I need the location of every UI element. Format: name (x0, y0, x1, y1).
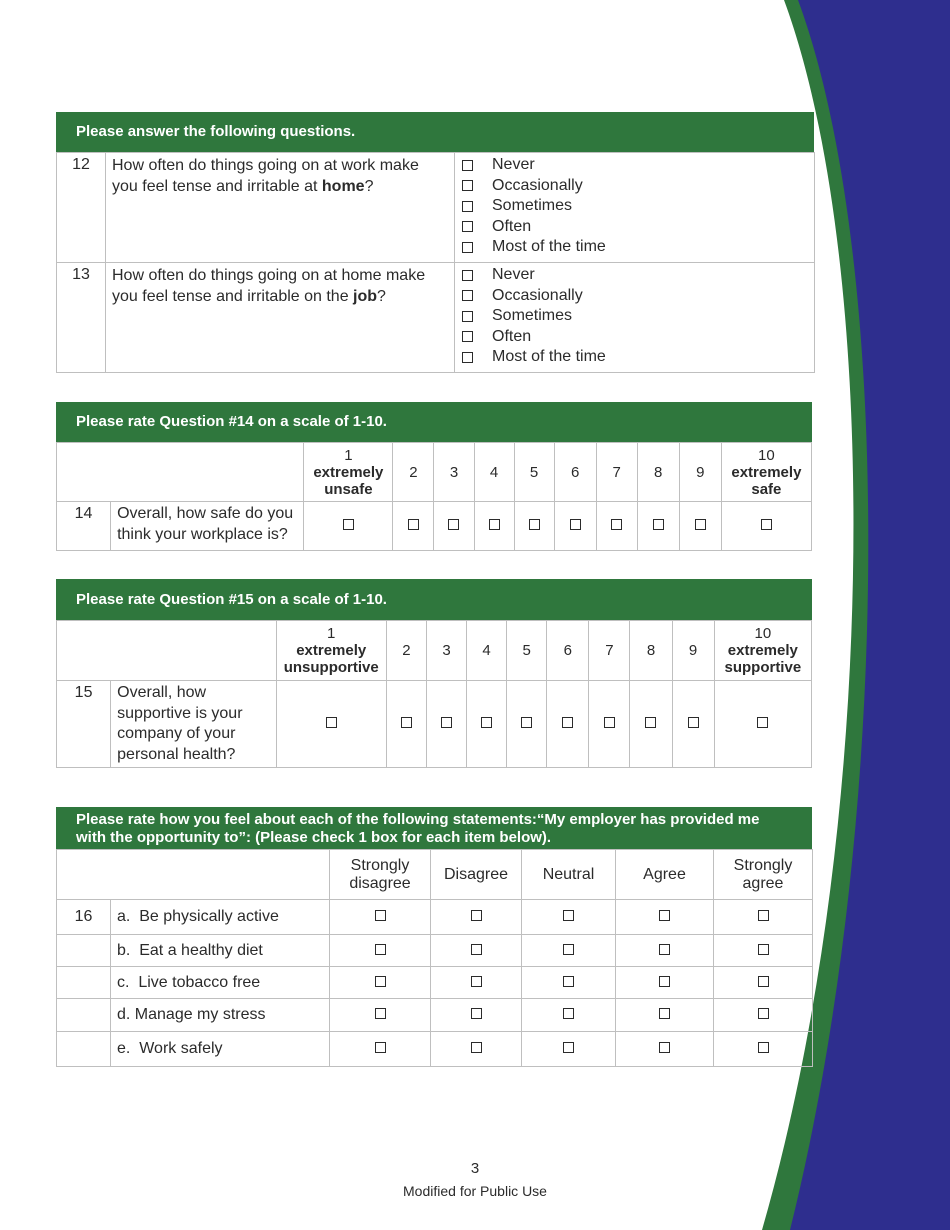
agreement-cell (431, 967, 522, 999)
agreement-checkbox[interactable] (563, 1042, 574, 1053)
footer-note: Modified for Public Use (403, 1183, 547, 1199)
option-label: Most of the time (492, 348, 606, 366)
option-label: Never (492, 266, 535, 284)
option-label: Often (492, 217, 532, 235)
rating-cell (276, 681, 386, 768)
answer-option[interactable] (462, 155, 808, 176)
agreement-header-row (57, 850, 813, 900)
agreement-checkbox[interactable] (659, 976, 670, 987)
statement-row (57, 1032, 813, 1067)
agreement-checkbox[interactable] (375, 976, 386, 987)
agreement-cell (431, 1032, 522, 1067)
agreement-cell (616, 900, 714, 935)
statement-text: c. Live tobacco free (111, 967, 330, 999)
question-number: 12 (57, 153, 106, 263)
agreement-cell (714, 999, 813, 1032)
blank-header-cell (57, 850, 330, 900)
rating-cell (426, 681, 466, 768)
section-q15 (56, 579, 812, 768)
agreement-cell (616, 999, 714, 1032)
rating-checkbox[interactable] (529, 519, 540, 530)
page-number: 3 (470, 1160, 480, 1177)
blank-header-cell (57, 621, 277, 681)
question-text: Overall, how safe do you think your workplace is? (111, 502, 304, 551)
statement-row (57, 967, 813, 999)
question-number: 14 (57, 502, 111, 551)
option-label: Sometimes (492, 307, 573, 325)
option-checkbox[interactable] (462, 242, 473, 253)
option-checkbox[interactable] (462, 221, 473, 232)
rating-cell (589, 681, 630, 768)
statement-text: a. Be physically active (111, 900, 330, 935)
scale-number: 5 (514, 443, 554, 502)
option-checkbox[interactable] (462, 331, 473, 342)
scale-number: 2 (386, 621, 426, 681)
question-row (57, 153, 815, 263)
rating-checkbox[interactable] (757, 717, 768, 728)
option-checkbox[interactable] (462, 160, 473, 171)
rating-checkbox[interactable] (448, 519, 459, 530)
option-checkbox[interactable] (462, 201, 473, 212)
agreement-checkbox[interactable] (758, 944, 769, 955)
answer-option[interactable] (462, 176, 808, 197)
rating-cell (714, 681, 811, 768)
option-label: Never (492, 156, 535, 174)
scale-max-number: 10 (754, 625, 772, 642)
agreement-cell (714, 967, 813, 999)
rating-checkbox[interactable] (604, 717, 615, 728)
statement-row (57, 900, 813, 935)
rating-cell (596, 502, 637, 551)
scale-number: 9 (679, 443, 721, 502)
agreement-checkbox[interactable] (471, 976, 482, 987)
agreement-cell (616, 1032, 714, 1067)
agreement-cell (522, 999, 616, 1032)
scale-max-label: extremely supportive (724, 642, 802, 676)
scale-header-row (57, 621, 812, 681)
answer-option[interactable] (462, 237, 808, 258)
scale-number: 9 (672, 621, 714, 681)
agreement-checkbox[interactable] (563, 910, 574, 921)
rating-row (57, 502, 812, 551)
agreement-checkbox[interactable] (659, 1042, 670, 1053)
agreement-cell (431, 999, 522, 1032)
scale-number: 4 (467, 621, 507, 681)
question-number: 16 (57, 900, 111, 935)
section-q12-q13 (56, 112, 814, 373)
answer-option[interactable] (462, 286, 808, 307)
question-text-part: How often do things going on at home make you feel tense and irritable on the (112, 267, 426, 305)
question-text (106, 263, 455, 373)
agreement-checkbox[interactable] (471, 1008, 482, 1019)
scale-table-q15 (56, 620, 812, 768)
agreement-checkbox[interactable] (563, 1008, 574, 1019)
agreement-checkbox[interactable] (659, 910, 670, 921)
agreement-column-header: Neutral (522, 850, 616, 900)
question-number: 15 (57, 681, 111, 768)
option-checkbox[interactable] (462, 311, 473, 322)
agreement-checkbox[interactable] (758, 976, 769, 987)
rating-cell (672, 681, 714, 768)
rating-checkbox[interactable] (408, 519, 419, 530)
answer-option[interactable] (462, 196, 808, 217)
section3-header: Please rate Question #15 on a scale of 1-10. (56, 579, 812, 620)
rating-cell (514, 502, 554, 551)
statement-text: d. Manage my stress (111, 999, 330, 1032)
option-label: Most of the time (492, 238, 606, 256)
rating-checkbox[interactable] (481, 717, 492, 728)
question-number (57, 1032, 111, 1067)
scale-table-q14 (56, 442, 812, 551)
option-checkbox[interactable] (462, 352, 473, 363)
scale-number: 7 (589, 621, 630, 681)
rating-cell (434, 502, 474, 551)
scale-number: 8 (637, 443, 679, 502)
blank-header-cell (57, 443, 304, 502)
answer-options (455, 153, 815, 263)
statement-row (57, 999, 813, 1032)
option-label: Occasionally (492, 176, 583, 194)
agreement-cell (330, 999, 431, 1032)
rating-checkbox[interactable] (326, 717, 337, 728)
rating-checkbox[interactable] (570, 519, 581, 530)
agreement-checkbox[interactable] (471, 1042, 482, 1053)
scale-number: 8 (630, 621, 672, 681)
option-checkbox[interactable] (462, 270, 473, 281)
rating-checkbox[interactable] (343, 519, 354, 530)
section4-header: Please rate how you feel about each of the following statements:“My employer has provided me with the opportunity to”: (Please check 1 box for each item below). (56, 807, 812, 849)
scale-number: 4 (474, 443, 514, 502)
agreement-column-header: Strongly agree (714, 850, 813, 900)
question-text-emphasis: home (321, 178, 365, 195)
scale-min-number: 1 (327, 625, 336, 642)
question-number (57, 999, 111, 1032)
agreement-checkbox[interactable] (659, 1008, 670, 1019)
scale-min-label: extremely unsafe (313, 463, 384, 498)
agreement-checkbox[interactable] (375, 910, 386, 921)
scale-number: 5 (507, 621, 547, 681)
question-text-part: ? (377, 288, 386, 305)
scale-min-header (304, 443, 393, 502)
scale-min-label: extremely unsupportive (283, 642, 379, 676)
agreement-checkbox[interactable] (659, 944, 670, 955)
rating-cell (721, 502, 811, 551)
scale-max-header (714, 621, 811, 681)
agreement-cell (431, 935, 522, 967)
rating-cell (467, 681, 507, 768)
agreement-cell (431, 900, 522, 935)
rating-cell (547, 681, 589, 768)
agreement-column-header: Disagree (431, 850, 522, 900)
option-label: Sometimes (492, 197, 573, 215)
rating-checkbox[interactable] (611, 519, 622, 530)
answer-option[interactable] (462, 306, 808, 327)
option-label: Often (492, 327, 532, 345)
question-text (106, 153, 455, 263)
agreement-cell (330, 967, 431, 999)
section-q14 (56, 402, 812, 551)
question-number (57, 967, 111, 999)
section1-header: Please answer the following questions. (56, 112, 814, 152)
rating-cell (637, 502, 679, 551)
question-number: 13 (57, 263, 106, 373)
agreement-cell (522, 967, 616, 999)
rating-checkbox[interactable] (645, 717, 656, 728)
question-text-emphasis: job (353, 288, 378, 305)
statement-text: e. Work safely (111, 1032, 330, 1067)
rating-checkbox[interactable] (761, 519, 772, 530)
agreement-cell (714, 1032, 813, 1067)
answer-option[interactable] (462, 347, 808, 368)
scale-max-label: extremely safe (731, 463, 802, 498)
agreement-checkbox[interactable] (563, 944, 574, 955)
rating-checkbox[interactable] (562, 717, 573, 728)
agreement-column-header: Strongly disagree (330, 850, 431, 900)
statement-row (57, 935, 813, 967)
rating-checkbox[interactable] (695, 519, 706, 530)
rating-cell (554, 502, 596, 551)
agreement-checkbox[interactable] (563, 976, 574, 987)
option-label: Occasionally (492, 286, 583, 304)
scale-max-header (721, 443, 811, 502)
question-text-part: How often do things going on at work make you feel tense and irritable at (112, 157, 419, 195)
section-q16 (56, 807, 812, 1067)
agreement-column-header: Agree (616, 850, 714, 900)
agreement-cell (330, 900, 431, 935)
agreement-table (56, 849, 813, 1067)
rating-cell (474, 502, 514, 551)
rating-checkbox[interactable] (401, 717, 412, 728)
question-text: Overall, how supportive is your company of your personal health? (111, 681, 276, 768)
rating-cell (630, 681, 672, 768)
statement-text: b. Eat a healthy diet (111, 935, 330, 967)
scale-number: 7 (596, 443, 637, 502)
rating-cell (386, 681, 426, 768)
scale-number: 6 (554, 443, 596, 502)
rating-cell (679, 502, 721, 551)
agreement-checkbox[interactable] (471, 910, 482, 921)
option-checkbox[interactable] (462, 180, 473, 191)
scale-header-row (57, 443, 812, 502)
rating-checkbox[interactable] (688, 717, 699, 728)
agreement-checkbox[interactable] (758, 1008, 769, 1019)
agreement-checkbox[interactable] (375, 944, 386, 955)
section2-header: Please rate Question #14 on a scale of 1-10. (56, 402, 812, 442)
rating-checkbox[interactable] (489, 519, 500, 530)
rating-row (57, 681, 812, 768)
option-checkbox[interactable] (462, 290, 473, 301)
answer-options (455, 263, 815, 373)
agreement-checkbox[interactable] (758, 1042, 769, 1053)
question-number (57, 935, 111, 967)
agreement-cell (616, 967, 714, 999)
agreement-checkbox[interactable] (758, 910, 769, 921)
agreement-cell (714, 935, 813, 967)
scale-min-number: 1 (344, 446, 353, 464)
scale-min-header (276, 621, 386, 681)
rating-checkbox[interactable] (653, 519, 664, 530)
scale-number: 2 (393, 443, 434, 502)
answer-option[interactable] (462, 327, 808, 348)
rating-checkbox[interactable] (441, 717, 452, 728)
scale-number: 6 (547, 621, 589, 681)
agreement-cell (330, 935, 431, 967)
agreement-cell (522, 1032, 616, 1067)
question-row (57, 263, 815, 373)
rating-cell (393, 502, 434, 551)
agreement-cell (522, 935, 616, 967)
agreement-checkbox[interactable] (471, 944, 482, 955)
answer-option[interactable] (462, 217, 808, 238)
frequency-table (56, 152, 815, 373)
rating-checkbox[interactable] (521, 717, 532, 728)
answer-option[interactable] (462, 265, 808, 286)
scale-number: 3 (426, 621, 466, 681)
agreement-cell (330, 1032, 431, 1067)
agreement-checkbox[interactable] (375, 1008, 386, 1019)
rating-cell (507, 681, 547, 768)
question-text-part: ? (364, 178, 374, 195)
rating-cell (304, 502, 393, 551)
scale-max-number: 10 (758, 446, 775, 464)
agreement-cell (714, 900, 813, 935)
agreement-checkbox[interactable] (375, 1042, 386, 1053)
agreement-cell (522, 900, 616, 935)
agreement-cell (616, 935, 714, 967)
scale-number: 3 (434, 443, 474, 502)
